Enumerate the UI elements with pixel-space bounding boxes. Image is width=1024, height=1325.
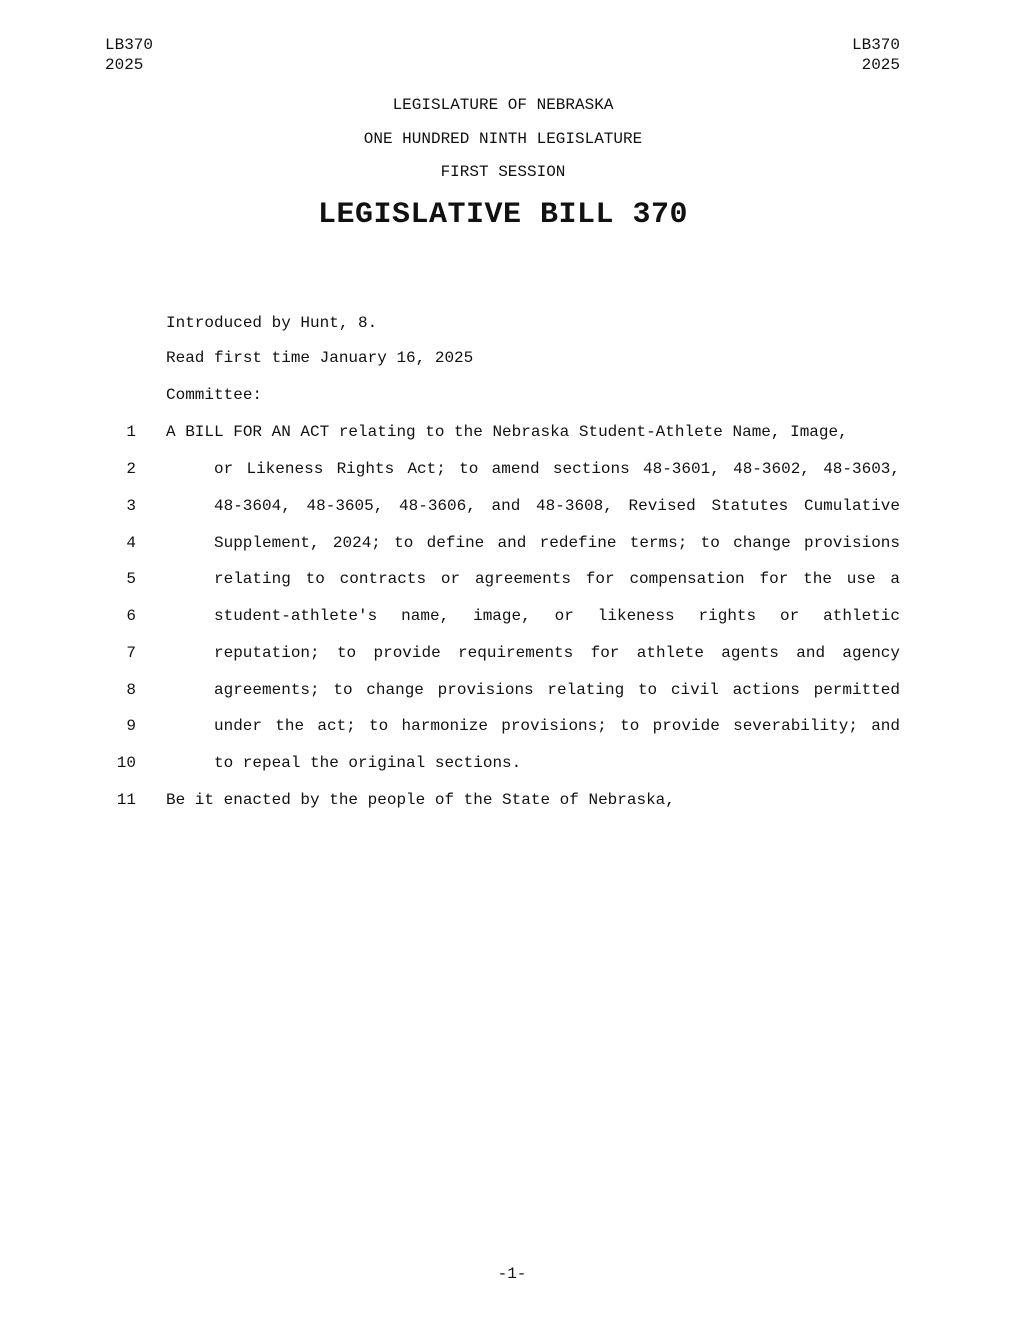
legislature-name: LEGISLATURE OF NEBRASKA xyxy=(392,96,614,114)
line-number: 3 xyxy=(126,497,136,515)
bill-line xyxy=(0,570,1024,594)
header-left-bill-number: LB370 xyxy=(105,36,154,54)
line-text: relating to contracts or agreements for compensation for the use a xyxy=(214,570,900,588)
legislature-number: ONE HUNDRED NINTH LEGISLATURE xyxy=(363,130,643,148)
line-text: or Likeness Rights Act; to amend sections 48-3601, 48-3602, 48-3603, xyxy=(214,460,900,478)
session-name: FIRST SESSION xyxy=(440,163,566,181)
committee-label: Committee: xyxy=(166,386,263,404)
bill-line xyxy=(0,423,1024,447)
bill-line xyxy=(0,754,1024,778)
bill-line xyxy=(0,644,1024,668)
page-number: -1- xyxy=(497,1265,527,1283)
line-text: to repeal the original sections. xyxy=(214,754,522,772)
line-text: A BILL FOR AN ACT relating to the Nebraska Student-Athlete Name, Image, xyxy=(166,423,848,441)
bill-line xyxy=(0,681,1024,705)
line-number: 10 xyxy=(116,754,136,772)
bill-line xyxy=(0,791,1024,815)
line-number: 4 xyxy=(126,534,136,552)
header-left xyxy=(105,35,153,75)
line-text: reputation; to provide requirements for athlete agents and agency xyxy=(214,644,900,662)
line-text: Be it enacted by the people of the State of Nebraska, xyxy=(166,791,675,809)
line-number: 1 xyxy=(126,423,136,441)
line-number: 9 xyxy=(126,717,136,735)
line-number: 6 xyxy=(126,607,136,625)
bill-line xyxy=(0,717,1024,741)
header-right-year: 2025 xyxy=(861,56,900,74)
line-text: Supplement, 2024; to define and redefine terms; to change provisions xyxy=(214,534,900,552)
header-right-bill-number: LB370 xyxy=(851,36,900,54)
line-number: 8 xyxy=(126,681,136,699)
bill-line xyxy=(0,460,1024,484)
line-number: 11 xyxy=(116,791,136,809)
line-text: student-athlete's name, image, or likeness rights or athletic xyxy=(214,607,900,625)
bill-line xyxy=(0,534,1024,558)
header-right xyxy=(852,35,900,75)
bill-title: LEGISLATIVE BILL 370 xyxy=(317,198,689,232)
line-number: 7 xyxy=(126,644,136,662)
line-text: 48-3604, 48-3605, 48-3606, and 48-3608, Revised Statutes Cumulative xyxy=(214,497,900,515)
line-number: 5 xyxy=(126,570,136,588)
line-text: under the act; to harmonize provisions; to provide severability; and xyxy=(214,717,900,735)
introduced-by: Introduced by Hunt, 8. xyxy=(166,314,378,332)
read-first-time: Read first time January 16, 2025 xyxy=(166,349,474,367)
bill-line xyxy=(0,607,1024,631)
line-number: 2 xyxy=(126,460,136,478)
header-left-year: 2025 xyxy=(105,56,144,74)
bill-line xyxy=(0,497,1024,521)
line-text: agreements; to change provisions relating to civil actions permitted xyxy=(214,681,900,699)
